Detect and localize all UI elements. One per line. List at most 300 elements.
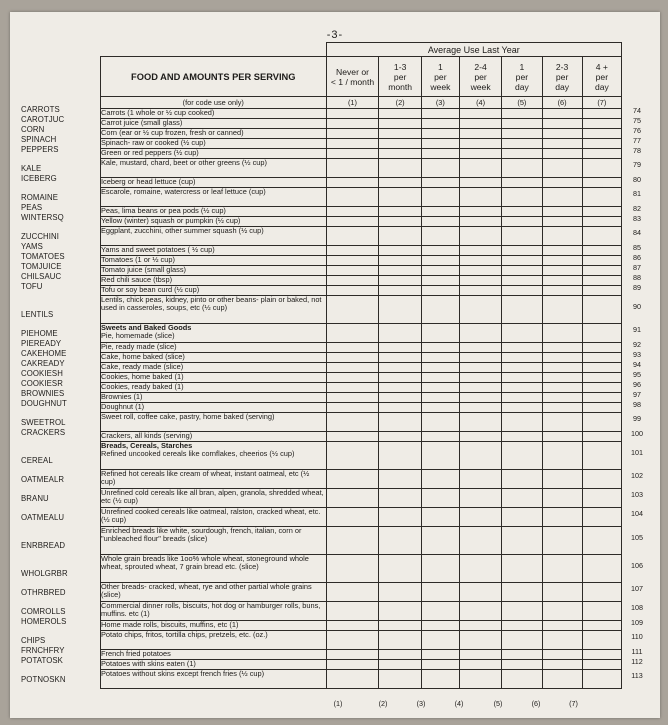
frequency-checkbox-cell[interactable] xyxy=(421,207,459,217)
frequency-checkbox-cell[interactable] xyxy=(542,403,582,413)
frequency-checkbox-cell[interactable] xyxy=(542,256,582,266)
frequency-checkbox-cell[interactable] xyxy=(379,207,421,217)
frequency-checkbox-cell[interactable] xyxy=(459,602,501,621)
frequency-checkbox-cell[interactable] xyxy=(379,149,421,159)
frequency-checkbox-cell[interactable] xyxy=(421,660,459,670)
frequency-checkbox-cell[interactable] xyxy=(502,149,542,159)
frequency-checkbox-cell[interactable] xyxy=(326,296,379,324)
frequency-checkbox-cell[interactable] xyxy=(459,373,501,383)
frequency-checkbox-cell[interactable] xyxy=(459,670,501,689)
frequency-checkbox-cell[interactable] xyxy=(582,207,621,217)
frequency-checkbox-cell[interactable] xyxy=(379,660,421,670)
food-code-label: KALE xyxy=(21,164,42,173)
frequency-checkbox-cell[interactable] xyxy=(502,227,542,246)
frequency-checkbox-cell[interactable] xyxy=(502,159,542,178)
frequency-checkbox-cell[interactable] xyxy=(379,403,421,413)
frequency-checkbox-cell[interactable] xyxy=(542,555,582,583)
frequency-checkbox-cell[interactable] xyxy=(582,393,621,403)
frequency-checkbox-cell[interactable] xyxy=(326,353,379,363)
frequency-checkbox-cell[interactable] xyxy=(379,470,421,489)
frequency-checkbox-cell[interactable] xyxy=(421,227,459,246)
frequency-checkbox-cell[interactable] xyxy=(542,207,582,217)
frequency-checkbox-cell[interactable] xyxy=(502,129,542,139)
frequency-checkbox-cell[interactable] xyxy=(502,207,542,217)
item-number: 78 xyxy=(633,145,641,155)
frequency-checkbox-cell[interactable] xyxy=(326,246,379,256)
frequency-checkbox-cell[interactable] xyxy=(379,296,421,324)
frequency-checkbox-cell[interactable] xyxy=(459,207,501,217)
frequency-checkbox-cell[interactable] xyxy=(379,178,421,188)
frequency-checkbox-cell[interactable] xyxy=(379,353,421,363)
frequency-checkbox-cell[interactable] xyxy=(582,583,621,602)
frequency-checkbox-cell[interactable] xyxy=(379,256,421,266)
frequency-checkbox-cell[interactable] xyxy=(582,129,621,139)
frequency-checkbox-cell[interactable] xyxy=(326,159,379,178)
frequency-checkbox-cell[interactable] xyxy=(421,276,459,286)
frequency-checkbox-cell[interactable] xyxy=(421,217,459,227)
frequency-checkbox-cell[interactable] xyxy=(582,256,621,266)
frequency-checkbox-cell[interactable] xyxy=(379,266,421,276)
frequency-checkbox-cell[interactable] xyxy=(582,324,621,343)
frequency-checkbox-cell[interactable] xyxy=(502,403,542,413)
frequency-checkbox-cell[interactable] xyxy=(582,343,621,353)
frequency-checkbox-cell[interactable] xyxy=(582,227,621,246)
frequency-checkbox-cell[interactable] xyxy=(582,470,621,489)
freq-code-6: (6) xyxy=(542,97,582,109)
frequency-checkbox-cell[interactable] xyxy=(502,139,542,149)
frequency-checkbox-cell[interactable] xyxy=(582,266,621,276)
frequency-checkbox-cell[interactable] xyxy=(326,119,379,129)
frequency-checkbox-cell[interactable] xyxy=(582,489,621,508)
frequency-checkbox-cell[interactable] xyxy=(459,276,501,286)
frequency-checkbox-cell[interactable] xyxy=(502,489,542,508)
frequency-checkbox-cell[interactable] xyxy=(326,139,379,149)
frequency-checkbox-cell[interactable] xyxy=(502,324,542,343)
frequency-checkbox-cell[interactable] xyxy=(379,139,421,149)
frequency-checkbox-cell[interactable] xyxy=(421,383,459,393)
frequency-checkbox-cell[interactable] xyxy=(542,393,582,403)
frequency-checkbox-cell[interactable] xyxy=(421,296,459,324)
frequency-checkbox-cell[interactable] xyxy=(421,353,459,363)
frequency-checkbox-cell[interactable] xyxy=(326,178,379,188)
frequency-checkbox-cell[interactable] xyxy=(326,373,379,383)
frequency-checkbox-cell[interactable] xyxy=(542,119,582,129)
frequency-checkbox-cell[interactable] xyxy=(502,188,542,207)
frequency-checkbox-cell[interactable] xyxy=(542,670,582,689)
frequency-checkbox-cell[interactable] xyxy=(502,109,542,119)
frequency-checkbox-cell[interactable] xyxy=(326,363,379,373)
frequency-checkbox-cell[interactable] xyxy=(326,286,379,296)
frequency-checkbox-cell[interactable] xyxy=(542,470,582,489)
frequency-checkbox-cell[interactable] xyxy=(542,383,582,393)
frequency-checkbox-cell[interactable] xyxy=(421,256,459,266)
frequency-checkbox-cell[interactable] xyxy=(379,602,421,621)
frequency-checkbox-cell[interactable] xyxy=(459,432,501,442)
frequency-checkbox-cell[interactable] xyxy=(502,246,542,256)
frequency-checkbox-cell[interactable] xyxy=(326,583,379,602)
frequency-checkbox-cell[interactable] xyxy=(542,324,582,343)
frequency-checkbox-cell[interactable] xyxy=(421,489,459,508)
frequency-checkbox-cell[interactable] xyxy=(582,149,621,159)
frequency-checkbox-cell[interactable] xyxy=(542,129,582,139)
frequency-checkbox-cell[interactable] xyxy=(459,621,501,631)
frequency-checkbox-cell[interactable] xyxy=(459,296,501,324)
frequency-checkbox-cell[interactable] xyxy=(421,393,459,403)
frequency-checkbox-cell[interactable] xyxy=(542,363,582,373)
frequency-checkbox-cell[interactable] xyxy=(421,508,459,527)
frequency-checkbox-cell[interactable] xyxy=(542,217,582,227)
frequency-checkbox-cell[interactable] xyxy=(459,442,501,470)
frequency-checkbox-cell[interactable] xyxy=(421,555,459,583)
frequency-checkbox-cell[interactable] xyxy=(582,442,621,470)
frequency-checkbox-cell[interactable] xyxy=(582,363,621,373)
frequency-checkbox-cell[interactable] xyxy=(459,583,501,602)
food-row xyxy=(101,403,622,413)
food-code-label: SPINACH xyxy=(21,135,57,144)
frequency-checkbox-cell[interactable] xyxy=(582,631,621,650)
frequency-checkbox-cell[interactable] xyxy=(502,442,542,470)
frequency-checkbox-cell[interactable] xyxy=(379,442,421,470)
frequency-checkbox-cell[interactable] xyxy=(326,188,379,207)
frequency-checkbox-cell[interactable] xyxy=(582,432,621,442)
frequency-checkbox-cell[interactable] xyxy=(582,621,621,631)
frequency-checkbox-cell[interactable] xyxy=(459,555,501,583)
frequency-checkbox-cell[interactable] xyxy=(379,109,421,119)
frequency-checkbox-cell[interactable] xyxy=(582,119,621,129)
frequency-checkbox-cell[interactable] xyxy=(542,353,582,363)
frequency-checkbox-cell[interactable] xyxy=(379,129,421,139)
frequency-checkbox-cell[interactable] xyxy=(326,670,379,689)
frequency-checkbox-cell[interactable] xyxy=(459,508,501,527)
frequency-checkbox-cell[interactable] xyxy=(502,508,542,527)
frequency-checkbox-cell[interactable] xyxy=(379,159,421,178)
frequency-checkbox-cell[interactable] xyxy=(459,363,501,373)
frequency-checkbox-cell[interactable] xyxy=(459,139,501,149)
frequency-checkbox-cell[interactable] xyxy=(421,432,459,442)
frequency-checkbox-cell[interactable] xyxy=(379,555,421,583)
frequency-checkbox-cell[interactable] xyxy=(502,266,542,276)
frequency-checkbox-cell[interactable] xyxy=(459,256,501,266)
frequency-checkbox-cell[interactable] xyxy=(582,508,621,527)
frequency-checkbox-cell[interactable] xyxy=(582,373,621,383)
frequency-checkbox-cell[interactable] xyxy=(459,178,501,188)
frequency-checkbox-cell[interactable] xyxy=(459,527,501,555)
frequency-checkbox-cell[interactable] xyxy=(502,660,542,670)
frequency-checkbox-cell[interactable] xyxy=(459,650,501,660)
frequency-checkbox-cell[interactable] xyxy=(502,602,542,621)
frequency-checkbox-cell[interactable] xyxy=(502,363,542,373)
frequency-checkbox-cell[interactable] xyxy=(326,527,379,555)
frequency-checkbox-cell[interactable] xyxy=(502,256,542,266)
frequency-checkbox-cell[interactable] xyxy=(421,286,459,296)
frequency-checkbox-cell[interactable] xyxy=(542,602,582,621)
frequency-checkbox-cell[interactable] xyxy=(421,413,459,432)
frequency-checkbox-cell[interactable] xyxy=(326,602,379,621)
frequency-checkbox-cell[interactable] xyxy=(582,276,621,286)
frequency-checkbox-cell[interactable] xyxy=(459,343,501,353)
item-number: 106 xyxy=(631,560,643,570)
frequency-checkbox-cell[interactable] xyxy=(582,650,621,660)
frequency-checkbox-cell[interactable] xyxy=(421,583,459,602)
frequency-checkbox-cell[interactable] xyxy=(421,343,459,353)
frequency-checkbox-cell[interactable] xyxy=(582,555,621,583)
frequency-checkbox-cell[interactable] xyxy=(542,373,582,383)
frequency-checkbox-cell[interactable] xyxy=(502,555,542,583)
frequency-checkbox-cell[interactable] xyxy=(502,353,542,363)
frequency-checkbox-cell[interactable] xyxy=(421,602,459,621)
frequency-checkbox-cell[interactable] xyxy=(582,159,621,178)
frequency-checkbox-cell[interactable] xyxy=(502,217,542,227)
frequency-checkbox-cell[interactable] xyxy=(326,403,379,413)
frequency-checkbox-cell[interactable] xyxy=(582,670,621,689)
frequency-checkbox-cell[interactable] xyxy=(542,527,582,555)
frequency-checkbox-cell[interactable] xyxy=(542,139,582,149)
frequency-checkbox-cell[interactable] xyxy=(582,188,621,207)
frequency-checkbox-cell[interactable] xyxy=(379,508,421,527)
frequency-checkbox-cell[interactable] xyxy=(326,555,379,583)
frequency-checkbox-cell[interactable] xyxy=(421,188,459,207)
frequency-checkbox-cell[interactable] xyxy=(421,324,459,343)
frequency-checkbox-cell[interactable] xyxy=(421,373,459,383)
freq-code-4: (4) xyxy=(459,97,501,109)
frequency-checkbox-cell[interactable] xyxy=(459,109,501,119)
frequency-checkbox-cell[interactable] xyxy=(421,363,459,373)
frequency-checkbox-cell[interactable] xyxy=(459,383,501,393)
frequency-checkbox-cell[interactable] xyxy=(459,489,501,508)
frequency-checkbox-cell[interactable] xyxy=(459,129,501,139)
frequency-checkbox-cell[interactable] xyxy=(502,178,542,188)
frequency-checkbox-cell[interactable] xyxy=(421,266,459,276)
frequency-checkbox-cell[interactable] xyxy=(326,276,379,286)
frequency-checkbox-cell[interactable] xyxy=(502,119,542,129)
frequency-checkbox-cell[interactable] xyxy=(502,286,542,296)
frequency-checkbox-cell[interactable] xyxy=(421,670,459,689)
frequency-checkbox-cell[interactable] xyxy=(502,413,542,432)
item-number: 85 xyxy=(633,242,641,252)
frequency-checkbox-cell[interactable] xyxy=(379,670,421,689)
frequency-checkbox-cell[interactable] xyxy=(582,246,621,256)
frequency-checkbox-cell[interactable] xyxy=(542,149,582,159)
frequency-checkbox-cell[interactable] xyxy=(379,527,421,555)
frequency-checkbox-cell[interactable] xyxy=(379,413,421,432)
frequency-checkbox-cell[interactable] xyxy=(582,660,621,670)
frequency-checkbox-cell[interactable] xyxy=(421,470,459,489)
frequency-checkbox-cell[interactable] xyxy=(326,129,379,139)
frequency-checkbox-cell[interactable] xyxy=(326,383,379,393)
frequency-checkbox-cell[interactable] xyxy=(582,296,621,324)
food-description xyxy=(101,670,327,689)
frequency-checkbox-cell[interactable] xyxy=(379,188,421,207)
frequency-checkbox-cell[interactable] xyxy=(459,470,501,489)
frequency-checkbox-cell[interactable] xyxy=(326,256,379,266)
frequency-checkbox-cell[interactable] xyxy=(542,660,582,670)
frequency-checkbox-cell[interactable] xyxy=(459,188,501,207)
frequency-checkbox-cell[interactable] xyxy=(326,413,379,432)
frequency-checkbox-cell[interactable] xyxy=(582,217,621,227)
frequency-checkbox-cell[interactable] xyxy=(326,217,379,227)
frequency-checkbox-cell[interactable] xyxy=(459,286,501,296)
frequency-checkbox-cell[interactable] xyxy=(421,527,459,555)
frequency-checkbox-cell[interactable] xyxy=(542,296,582,324)
frequency-checkbox-cell[interactable] xyxy=(459,246,501,256)
food-row xyxy=(101,413,622,432)
frequency-checkbox-cell[interactable] xyxy=(459,149,501,159)
frequency-checkbox-cell[interactable] xyxy=(542,621,582,631)
frequency-checkbox-cell[interactable] xyxy=(542,266,582,276)
frequency-checkbox-cell[interactable] xyxy=(326,660,379,670)
frequency-checkbox-cell[interactable] xyxy=(421,246,459,256)
item-number: 109 xyxy=(631,617,643,627)
frequency-checkbox-cell[interactable] xyxy=(582,178,621,188)
frequency-checkbox-cell[interactable] xyxy=(582,286,621,296)
frequency-checkbox-cell[interactable] xyxy=(542,413,582,432)
frequency-checkbox-cell[interactable] xyxy=(542,286,582,296)
frequency-checkbox-cell[interactable] xyxy=(459,159,501,178)
frequency-checkbox-cell[interactable] xyxy=(542,178,582,188)
frequency-checkbox-cell[interactable] xyxy=(459,413,501,432)
frequency-checkbox-cell[interactable] xyxy=(379,373,421,383)
frequency-checkbox-cell[interactable] xyxy=(582,527,621,555)
frequency-checkbox-cell[interactable] xyxy=(421,403,459,413)
frequency-checkbox-cell[interactable] xyxy=(421,442,459,470)
frequency-checkbox-cell[interactable] xyxy=(582,602,621,621)
frequency-checkbox-cell[interactable] xyxy=(421,631,459,650)
freq-header-6: 2-3 per day xyxy=(542,57,582,97)
food-description-text: Potatoes with skins eaten (1) xyxy=(101,659,196,668)
frequency-checkbox-cell[interactable] xyxy=(502,393,542,403)
frequency-checkbox-cell[interactable] xyxy=(379,246,421,256)
frequency-checkbox-cell[interactable] xyxy=(502,583,542,602)
frequency-checkbox-cell[interactable] xyxy=(459,217,501,227)
frequency-checkbox-cell[interactable] xyxy=(582,109,621,119)
frequency-checkbox-cell[interactable] xyxy=(459,631,501,650)
frequency-checkbox-cell[interactable] xyxy=(459,119,501,129)
frequency-checkbox-cell[interactable] xyxy=(421,159,459,178)
frequency-checkbox-cell[interactable] xyxy=(542,343,582,353)
frequency-checkbox-cell[interactable] xyxy=(379,276,421,286)
frequency-checkbox-cell[interactable] xyxy=(542,159,582,178)
freq-header-7: 4 + per day xyxy=(582,57,621,97)
frequency-checkbox-cell[interactable] xyxy=(459,227,501,246)
frequency-checkbox-cell[interactable] xyxy=(326,109,379,119)
frequency-checkbox-cell[interactable] xyxy=(542,432,582,442)
frequency-checkbox-cell[interactable] xyxy=(379,432,421,442)
frequency-checkbox-cell[interactable] xyxy=(421,139,459,149)
frequency-checkbox-cell[interactable] xyxy=(542,442,582,470)
frequency-checkbox-cell[interactable] xyxy=(542,188,582,207)
frequency-checkbox-cell[interactable] xyxy=(582,139,621,149)
frequency-checkbox-cell[interactable] xyxy=(502,276,542,286)
frequency-checkbox-cell[interactable] xyxy=(379,324,421,343)
frequency-checkbox-cell[interactable] xyxy=(326,227,379,246)
item-number: 86 xyxy=(633,252,641,262)
frequency-checkbox-cell[interactable] xyxy=(326,324,379,343)
frequency-checkbox-cell[interactable] xyxy=(379,383,421,393)
frequency-checkbox-cell[interactable] xyxy=(502,296,542,324)
frequency-checkbox-cell[interactable] xyxy=(379,363,421,373)
frequency-checkbox-cell[interactable] xyxy=(326,470,379,489)
frequency-checkbox-cell[interactable] xyxy=(379,343,421,353)
item-number: 101 xyxy=(631,447,643,457)
frequency-checkbox-cell[interactable] xyxy=(542,583,582,602)
frequency-checkbox-cell[interactable] xyxy=(326,266,379,276)
frequency-checkbox-cell[interactable] xyxy=(502,621,542,631)
frequency-checkbox-cell[interactable] xyxy=(379,583,421,602)
frequency-checkbox-cell[interactable] xyxy=(542,246,582,256)
food-row xyxy=(101,276,622,286)
frequency-checkbox-cell[interactable] xyxy=(502,670,542,689)
frequency-checkbox-cell[interactable] xyxy=(326,621,379,631)
frequency-checkbox-cell[interactable] xyxy=(326,650,379,660)
frequency-checkbox-cell[interactable] xyxy=(326,489,379,508)
frequency-checkbox-cell[interactable] xyxy=(421,129,459,139)
frequency-checkbox-cell[interactable] xyxy=(379,286,421,296)
frequency-checkbox-cell[interactable] xyxy=(421,178,459,188)
frequency-checkbox-cell[interactable] xyxy=(582,413,621,432)
food-row xyxy=(101,188,622,207)
frequency-checkbox-cell[interactable] xyxy=(421,621,459,631)
frequency-checkbox-cell[interactable] xyxy=(459,660,501,670)
frequency-checkbox-cell[interactable] xyxy=(326,432,379,442)
frequency-checkbox-cell[interactable] xyxy=(326,631,379,650)
frequency-checkbox-cell[interactable] xyxy=(326,343,379,353)
frequency-checkbox-cell[interactable] xyxy=(502,383,542,393)
frequency-checkbox-cell[interactable] xyxy=(326,393,379,403)
frequency-checkbox-cell[interactable] xyxy=(326,442,379,470)
frequency-checkbox-cell[interactable] xyxy=(542,489,582,508)
frequency-checkbox-cell[interactable] xyxy=(502,470,542,489)
frequency-checkbox-cell[interactable] xyxy=(502,432,542,442)
frequency-checkbox-cell[interactable] xyxy=(379,621,421,631)
frequency-checkbox-cell[interactable] xyxy=(502,373,542,383)
frequency-checkbox-cell[interactable] xyxy=(421,650,459,660)
food-description-text: Cake, home baked (slice) xyxy=(101,352,185,361)
frequency-checkbox-cell[interactable] xyxy=(459,403,501,413)
frequency-checkbox-cell[interactable] xyxy=(459,266,501,276)
frequency-checkbox-cell[interactable] xyxy=(459,324,501,343)
frequency-checkbox-cell[interactable] xyxy=(542,650,582,660)
frequency-checkbox-cell[interactable] xyxy=(379,217,421,227)
frequency-checkbox-cell[interactable] xyxy=(326,149,379,159)
frequency-checkbox-cell[interactable] xyxy=(379,489,421,508)
frequency-checkbox-cell[interactable] xyxy=(379,650,421,660)
frequency-checkbox-cell[interactable] xyxy=(542,276,582,286)
frequency-checkbox-cell[interactable] xyxy=(459,393,501,403)
frequency-checkbox-cell[interactable] xyxy=(421,149,459,159)
frequency-checkbox-cell[interactable] xyxy=(582,353,621,363)
frequency-checkbox-cell[interactable] xyxy=(582,403,621,413)
frequency-checkbox-cell[interactable] xyxy=(326,508,379,527)
frequency-checkbox-cell[interactable] xyxy=(582,383,621,393)
frequency-checkbox-cell[interactable] xyxy=(502,343,542,353)
frequency-checkbox-cell[interactable] xyxy=(421,119,459,129)
frequency-checkbox-cell[interactable] xyxy=(379,393,421,403)
frequency-checkbox-cell[interactable] xyxy=(459,353,501,363)
frequency-checkbox-cell[interactable] xyxy=(379,227,421,246)
frequency-checkbox-cell[interactable] xyxy=(542,109,582,119)
frequency-checkbox-cell[interactable] xyxy=(502,631,542,650)
frequency-checkbox-cell[interactable] xyxy=(502,527,542,555)
frequency-checkbox-cell[interactable] xyxy=(379,119,421,129)
frequency-checkbox-cell[interactable] xyxy=(421,109,459,119)
frequency-checkbox-cell[interactable] xyxy=(326,207,379,217)
food-description xyxy=(101,217,327,227)
frequency-checkbox-cell[interactable] xyxy=(502,650,542,660)
frequency-checkbox-cell[interactable] xyxy=(542,631,582,650)
frequency-checkbox-cell[interactable] xyxy=(542,227,582,246)
frequency-checkbox-cell[interactable] xyxy=(379,631,421,650)
frequency-checkbox-cell[interactable] xyxy=(542,508,582,527)
